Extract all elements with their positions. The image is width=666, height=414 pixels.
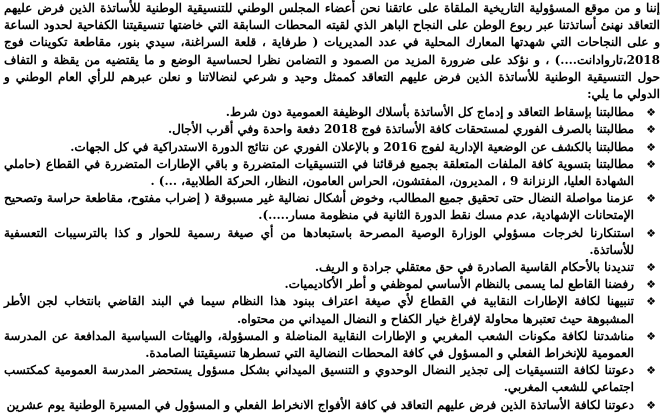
demand-text: مطالبتنا بالصرف الفوري لمستحقات كافة الأساتذة فوج 2018 دفعة واحدة وفي أقرب الأجال. [167,122,634,137]
diamond-bullet-icon: ❖ [646,295,656,309]
diamond-bullet-icon: ❖ [646,123,656,137]
demand-text: مناشدتنا لكافة مكونات الشعب المغربي و الإطارات النقابية المناضلة و المسؤولة، والهيئات السياسية المدافعة عن المدرسة العمومية للإنخراط الفعلي و المسؤول في كافة المحطات النضالية التي تسطرها تنسيقيتنا الصامدة. [4,328,634,361]
intro-paragraph: إننا و من موقع المسؤولية التاريخية الملقاة على عاتقنا نحن أعضاء المجلس الوطني للتنسيقية الوطنية للأساتذة الذين فرض عليهم التعاقد نهنئ أساتذتنا عبر ربوع الوطن على النجاح الباهر الذي لقيته المحطات السابقة التي خاضتها تنسيقيتنا الكفاحية لحدود الساعة و على النجاحات التي شهدتها المعارك المحلية في عدد المديريات ( طرفاية ، قلعة السراغنة، سيدي بنور، مقاطعة تكوينات فوج 2018،تاروادانت....) ، و نؤكد على ضرورة المزيد من الصمود و التضامن نظرا لحساسية الوضع و ما يقتضيه من يقظة و التفاف حول التنسيقية الوطنية للأساتذة الذين فرض عليهم التعاقد كممثل وحيد و شرعي لنضالاتنا و نعلن عبرهم للرأي العام الوطني و الدولي ما يلي: [4,1,660,102]
demand-text: دعوتنا لكافة التنسيقيات إلى تجذير النضال الوحدوي و التنسيق الميداني بشكل مسؤول يستحضر المدرسة العمومية كمكتسب اجتماعي للشعب المغربي. [4,363,634,395]
diamond-bullet-icon: ❖ [646,329,656,343]
demand-text: مطالبتنا بتسوية كافة الملفات المتعلقة بجميع فرقائنا في التنسيقيات المتضررة و باقي الإطارات المتضررة في القطاع (حاملي الشهادة العليا، الزنزانة 9 ، المديرون، المفتشون، الحراس العامون، النظار، الحركة الطلابية، ...) . [4,156,634,189]
demand-item [4,259,660,276]
demand-text: مطالبتنا بالكشف عن الوضعية الإدارية لفوج 2016 و بالإعلان الفوري عن نتائج الدورة الاستدراكية في كل الجهات. [70,139,634,154]
demand-item [4,121,660,138]
demand-text: دعوتنا لكافة الأساتذة الذين فرض عليهم التعاقد في كافة الأفواج الانخراط الفعلي و المسؤول في المسيرة الوطنية يوم عشرين [6,397,634,412]
demand-item [4,139,660,156]
demands-list [4,104,660,414]
diamond-bullet-icon: ❖ [646,157,656,171]
demand-text: رفضنا القاطع لما يسمى بالنظام الأساسي لموظفي و أطر الأكاديميات. [284,277,634,292]
demand-text: استنكارنا لخرجات مسؤولي الوزارة الوصية المصرحة باستبعادها من أي صيغة رسمية للحوار و كذا بالترسيبات التعسفية للأساتذة. [4,225,634,257]
diamond-bullet-icon: ❖ [646,226,656,240]
demand-item [4,190,660,224]
demand-item [4,362,660,396]
demand-item [4,104,660,121]
diamond-bullet-icon: ❖ [646,192,656,206]
demand-text: تنديدنا بالأحكام القاسية الصادرة في حق معتقلي جرادة و الريف. [314,260,634,275]
demand-item [4,276,660,293]
diamond-bullet-icon: ❖ [646,106,656,120]
demand-text: تنبيهنا لكافة الإطارات النقابية في القطاع لأي صيغة اعتراف ببنود هذا النظام سيما في البند القاضي بانتخاب لجن الأطر المشبوهة حيث تعتبرها محاولة لإفراغ خيار الكفاح و النضال الميداني من محتواه. [4,294,634,326]
demand-item [4,225,660,259]
diamond-bullet-icon: ❖ [646,261,656,275]
diamond-bullet-icon: ❖ [646,140,656,154]
demand-item [4,328,660,362]
diamond-bullet-icon: ❖ [646,278,656,292]
diamond-bullet-icon: ❖ [646,364,656,378]
demand-text: عزمنا مواصلة النضال حتى تحقيق جميع المطالب، وخوض أشكال نضالية غير مسبوقة ( إضراب مفتوح، مقاطعة حراسة وتصحيح الإمتحانات الإشهادية، عدم مسك نقط الدورة الثانية في منظومة مسار.....). [4,191,634,223]
demand-item [4,156,660,190]
diamond-bullet-icon: ❖ [646,398,656,412]
demand-text: مطالبتنا بإسقاط التعاقد و إدماج كل الأساتذة بأسلاك الوظيفة العمومية دون شرط. [225,105,634,120]
demand-item [4,397,660,414]
demand-item [4,293,660,327]
